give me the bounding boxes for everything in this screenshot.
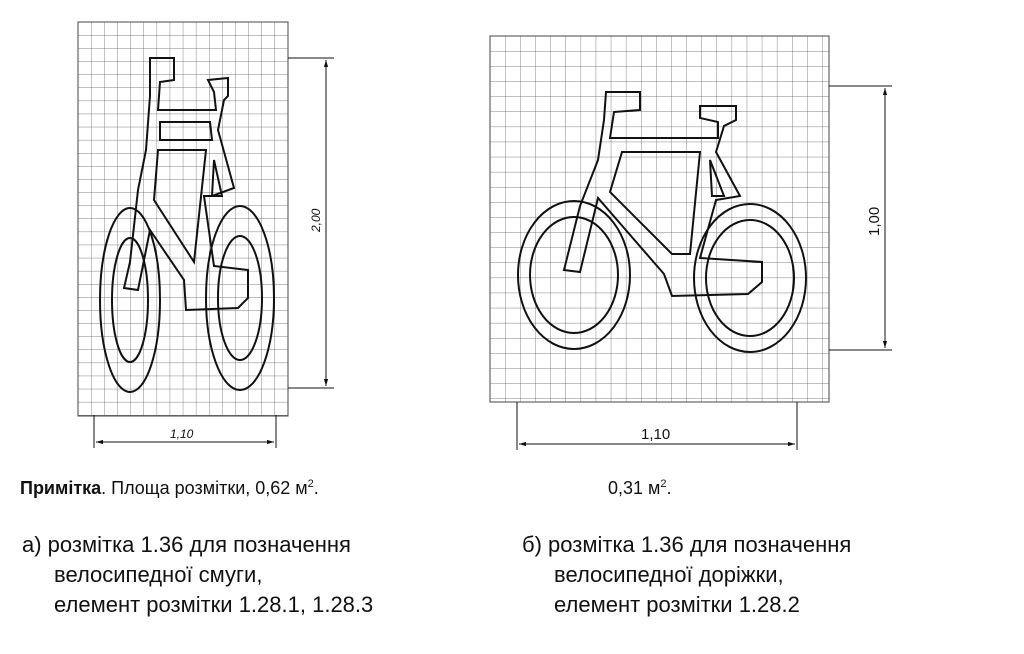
height-label-b: 1,00	[866, 206, 883, 236]
height-label-a: 2,00	[309, 208, 323, 232]
width-label-b: 1,10	[641, 426, 671, 443]
note-sup: 2	[307, 478, 314, 490]
caption-b	[522, 530, 851, 620]
grid-b	[490, 36, 829, 402]
caption-b-line2: велосипедної доріжки,	[554, 562, 784, 587]
area-b-text	[608, 478, 672, 499]
caption-a-line3: елемент розмітки 1.28.1, 1.28.3	[54, 592, 374, 617]
area-b-sup: 2	[660, 478, 667, 490]
note-end: .	[313, 478, 319, 498]
note-label: Примітка	[20, 478, 102, 498]
note-body: . Площа розмітки, 0,62 м	[101, 478, 308, 498]
caption-b-line1: б) розмітка 1.36 для позначення	[522, 532, 852, 557]
area-b-value: 0,31 м	[608, 478, 661, 498]
area-b-end: .	[666, 478, 672, 498]
caption-a-line1: а) розмітка 1.36 для позначення	[22, 532, 351, 557]
caption-a-line2: велосипедної смуги,	[54, 562, 263, 587]
caption-a	[22, 530, 373, 620]
width-label-a: 1,10	[170, 427, 194, 441]
caption-b-line3: елемент розмітки 1.28.2	[554, 592, 800, 617]
note-text	[20, 478, 319, 499]
